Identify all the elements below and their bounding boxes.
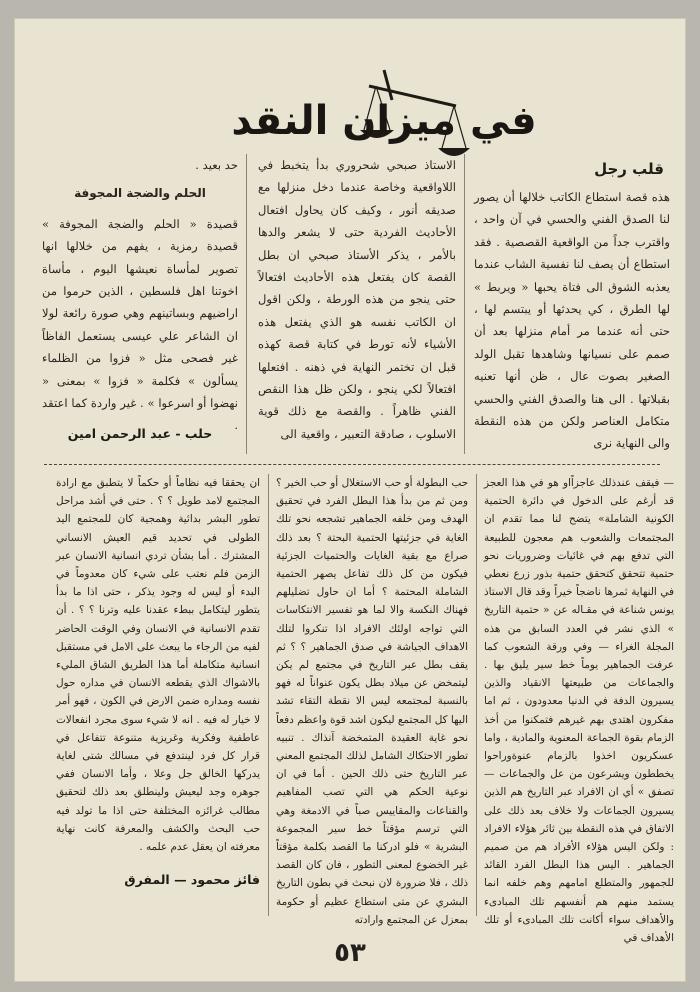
poetry-review <box>42 154 238 433</box>
author-signature: حلب - عبد الرحمن امين <box>67 426 213 441</box>
review-lead: حد بعيد . <box>195 158 238 172</box>
review-title: الحلم والضجة المجوفة <box>74 186 206 201</box>
essay-text: حب البطولة أو حب الاستغلال أو حب الخير ؟ ومن ثم من بدأ هذا البطل الفرد في تحقيق الهدف ومن خلفه الجماهير تشجعه نحو تلك الغاية في جزئيتها الحتمية البحتة ؟ بعد ذلك صراع مع بقية الغايات والحتميات الجزئية فيكون من كل ذلك تفاعل يصهر الحتمية الشاملة المحتمة ؟ أما ان حاول تضليلهم فهناك النكسة والا لما هو تفسير الانتكاسات التي تواجه اولئك الافراد اذا تنكروا لتلك الاهداف الجياشة في صدق الجماهير ؟ ؟ ثم يقف بطل عبر التاريخ في مجتمع لم يكن ليتمخض عن ميلاد بطل يكون عنواناً له فهو بالنسبة لمجتمعه ليس الا نقطة التقاء تشد اليها كل المجتمع ليكون اشد قوة واعظم دفعاً نحو غاية العقيدة المتمخضة آنذاك . تنبيه تطور الاحتكاك الشامل لذلك المجتمع المعني عبر التاريخ حتى ذلك الحين . أما في ان نوعية الحكم هي التي تصب المفاهيم والقناعات والمقاييس صباً في الادمغة وهي التي ترسم مؤقتاً خط سير المجموعة البشرية » فلو ادركنا ما القصد بكلمة مؤقتاً غير الخضوع لمعنى التطور ، فان كان القصد ذلك ، فلا ضرورة لان نبحث في بطون التاريخ البشري عن متى استطاع عظيم أو حكومة بمعزل عن المجتمع وارادته <box>276 477 468 926</box>
article-body <box>474 186 670 456</box>
article-title: قلب رجل <box>594 160 664 178</box>
section-separator <box>44 464 660 465</box>
column-divider <box>464 154 465 454</box>
essay-text: — فيقف عندذلك عاجزاًاو هو في هذا العجز قد أرغم على الدخول في دائرة الحتمية الكونية الشاملة» يتضح لنا مما تقدم ان المجتمعات والشعوب هم معجون للطبيعة التي تدفع بهم في غائيات وضروريات نحو حتمية تتحقق كتحقق حتمية بذور زرع نعطي في النهاية ثمرها ناضجاً خيراً وقد قال الاستاذ يونس شناعة في مقـاله عن « حتمية التاريخ » الذي نشر في العدد السابق من هذه المجلة الغراء — وفي ورقة الشعوب كما عرفت الجماهير يوماً خط سير يليق بها . والجماعات من طبيعتها الانقياد والذين يسيرون الدفة في الدنيا معدودون ، ثم اما مفكرون اهتدى بهم غيرهم فتمكنوا من أخذ الزمام بقوة الجماعة المعنوية والمادية ، واما عسكريون اخذوا بالزمام عنوةوراحوا يخططون ويشرعون من عل والجماعات — تصفق » أي ان الافراد عبر التاريخ هم الذين يسيرون الجماعات ولا خلاف بعد ذلك على الاتفاق في هذه النقطة بين ثائر هؤلاء الافراد : ولكن اليس هؤلاء الأفراد هم من صميم الجماهير . اليس هذا البطل الفرد القائد للجمهور والمتطلع امامهم وهم خلفه انما يستمد منهم هم أنفسهم تلك المبادىء والأهداف سواء أكانت تلك المبادىء أو تلك الأهداف في <box>484 477 674 945</box>
essay-column-right <box>484 474 674 945</box>
review-text: قصيدة « الحلم والضجة المجوفة » قصيدة رمزية ، يفهم من خلالها انها تصوير لمأساة نعيشها اليوم ، مأساة اخوتنا اهل فلسطين ، الذين حرموا من اراضيهم وبساتينهم وهي صورة رائعة لولا ان الشاعر علي عيسى يستعمل الفاظاً غير فصحى مثل « فزوا من الظلماء يسألون » فكلمة « فزوا » بمعنى « نهضوا أو اسرعوا » . غير واردة كما اعتقد . <box>42 216 238 433</box>
column-divider <box>246 154 247 454</box>
article-body <box>258 154 456 456</box>
column-divider <box>268 474 269 916</box>
essay-column-middle <box>276 474 468 926</box>
article-text: هذه قصة استطاع الكاتب خلالها أن يصور لنا الصدق الفني والحسي في آن واحد ، واقترب جداً من الواقعية القصصية . فقد استطاع أن يصف لنا نفسية الشاب عندما يعذبه الشوق الى فتاة يحبها « ويربط » لها الطرق ، كي يحدثها أو يبتسم لها ، حتى أنه عندما مر أمام منزلها بعد أن صمم على نسيانها وشاهدها تقبل الولد الصغير بصوت عال ، ظن أنها تعنيه بقبلاتها . الى هنا والصدق الفني والحسي متكامل العناصر ولكن من هذه النقطة والى النهاية نرى <box>474 190 670 451</box>
page-number: ٥٣ <box>334 938 366 968</box>
author-signature: فائز محمود — المفرق <box>124 872 260 887</box>
article-text: الاستاذ صبحي شحروري بدأ يتخبط في اللاواقعية وخاصة عندما دخل منزلها مع صديقه أنور ، وكيف كان يحاول افتعال الأحاديث الفردية حتى لا يشعر والدها بالأمر ، يذكر الأستاذ صبحي ان بطل القصة كان يفتعل هذه الأحاديث افتعالاً حتى ينجو من هذه الورطة ، ولكن اقول ان الكاتب نفسه هو الذي يفتعل هذه الأشياء لأنه تورط في كتابة قصة كهذه قبل ان تختمر النهاية في ذهنه . افتعلها افتعالاً لكي ينجو ، ولكن ظل هذا النقص الفني ظاهراً . والقصة مع ذلك قوية الاسلوب ، صادقة التعبير ، واقعية الى <box>258 158 456 441</box>
magazine-page <box>14 18 686 982</box>
essay-text: ان يحققا فيه نظاماً أو حكماً لا يتطبق مع ارادة المجتمع لامد طويل ؟ ؟ . حتى في أشد مراحل تطور البشر بدائية وهمجية كان للمجتمع اليد الطولى في تحديد قيم العيش الانساني المشترك . أما بشأن تردي انسانية الانسان عبر الزمن فلم نعتب على شيء كان معدوماً في البدء أو ليس له وجود يذكر ، حتى اذا ما بدأ يتطور ليتكامل ببطء عقدنا عليه وترنا ؟ ؟ . أن تقدم الانسانية في الانسان وفي الوقت الحاضر لفيه من الرجاء ما يبعث على الامل في مستقبل انسانية متكاملة أما هذا الطريق الشاق المليء بالاشواك الذي يقطعه الانسان في مداره حول نفسه ومداره ضمن الارض في الكون ، فهو أمر لا خيار له فيه . انه لا شيء سوى مجرد انفعالات عاطفية وفكرية وغريزية متنوعة تتفاعل في قرار كل فرد لينتدفع في مسالك شتى لغاية يدركها الخالق جل وعلا ، وأما الانسان ففي جوهره وجد ليعيش ولينطلق بعد ذلك لتحقيق مطالب غرائزه المختلفة حتى اذا ما تولد فيه حب البحث والكشف والمعرفة كانت نهاية معرفته ان يعقل عدم علمه . <box>56 477 260 854</box>
column-divider <box>476 474 477 916</box>
essay-column-left <box>56 474 260 866</box>
section-title: في ميزان النقد <box>231 98 537 144</box>
